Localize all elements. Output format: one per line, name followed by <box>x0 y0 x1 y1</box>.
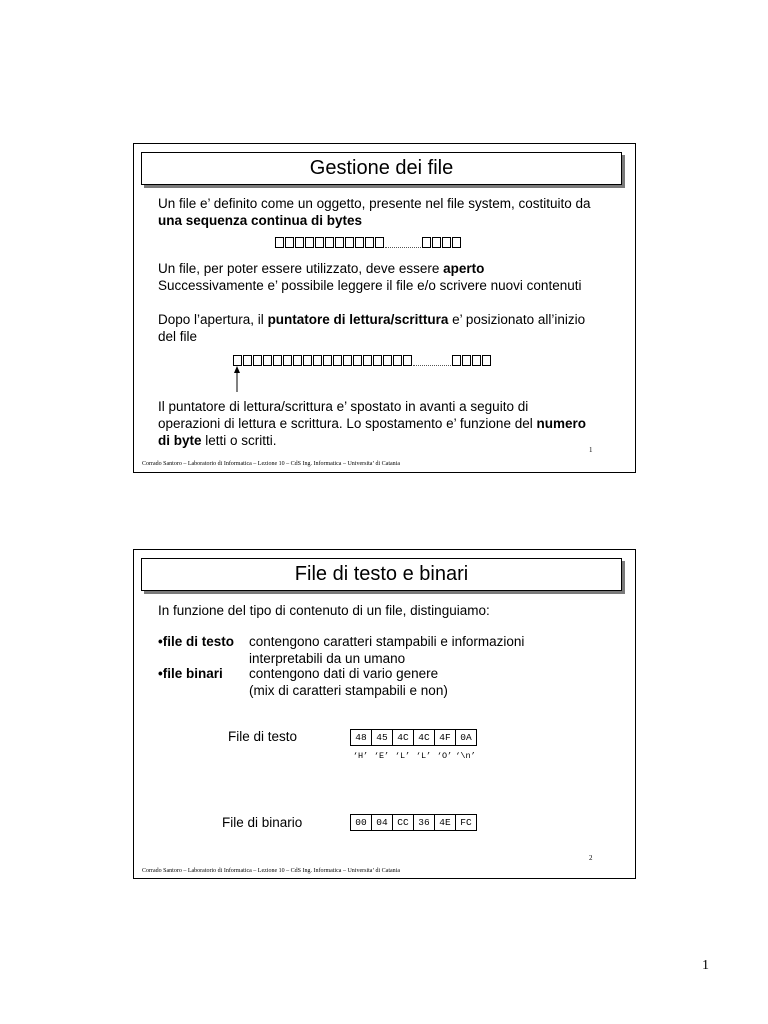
text: letti o scritti. <box>201 433 277 448</box>
page-number: 1 <box>702 958 709 973</box>
char-label: ‘L’ <box>415 751 432 761</box>
bold-text: aperto <box>443 261 485 276</box>
definition-binary-file <box>158 665 223 682</box>
definition-text-file <box>158 633 234 650</box>
bold-text: numero <box>536 416 586 431</box>
slide-footer: Corrado Santoro – Laboratorio di Informatica – Lezione 10 – CdS Ing. Informatica – Universita’ di Catania <box>142 868 400 874</box>
slide-footer: Corrado Santoro – Laboratorio di Informatica – Lezione 10 – CdS Ing. Informatica – Universita’ di Catania <box>142 461 400 467</box>
intro-text: In funzione del tipo di contenuto di un file, distinguiamo: <box>158 603 490 618</box>
char-label: ‘L’ <box>394 751 411 761</box>
term: •file di testo <box>158 634 234 649</box>
text: Un file, per poter essere utilizzato, deve essere <box>158 261 444 276</box>
char-label: ‘H’ <box>352 751 369 761</box>
char-label: ‘\n’ <box>455 751 476 761</box>
text-file-label: File di testo <box>228 729 298 744</box>
bold-text: di byte <box>158 433 202 448</box>
paragraph <box>158 398 586 449</box>
paragraph <box>158 260 581 294</box>
pointer-arrow-icon <box>232 366 242 392</box>
text-line: (mix di caratteri stampabili e non) <box>249 683 448 698</box>
text-line: contengono caratteri stampabili e informazioni <box>249 634 525 649</box>
binary-file-bytes <box>351 814 477 831</box>
text: e’ posizionato all’inizio <box>448 312 586 327</box>
slide-number: 1 <box>589 446 593 454</box>
text-line: contengono dati di vario genere <box>249 666 439 681</box>
slide-title: Gestione dei file <box>141 152 622 185</box>
text: operazioni di lettura e scrittura. Lo spostamento e’ funzione del <box>158 416 537 431</box>
hex-cell: 0A <box>455 729 477 746</box>
definition-text-file-description <box>249 633 524 667</box>
text-line: Successivamente e’ possibile leggere il file e/o scrivere nuovi contenuti <box>158 278 582 293</box>
text-line: del file <box>158 329 198 344</box>
hex-cell: 36 <box>413 814 435 831</box>
slide-title: File di testo e binari <box>141 558 622 591</box>
text-file-char-labels <box>350 751 476 761</box>
term: •file binari <box>158 666 223 681</box>
text-line: interpretabili da un umano <box>249 651 406 666</box>
paragraph <box>158 311 585 345</box>
binary-file-label: File di binario <box>222 815 303 830</box>
slide-2 <box>133 549 636 879</box>
hex-cell: 48 <box>350 729 372 746</box>
text-line: Un file e’ definito come un oggetto, presente nel file system, costituito da <box>158 196 591 211</box>
hex-cell: 4F <box>434 729 456 746</box>
text-file-bytes <box>351 729 477 746</box>
hex-cell: CC <box>392 814 414 831</box>
byte-sequence-diagram <box>275 237 462 248</box>
hex-cell: 4C <box>392 729 414 746</box>
hex-cell: 4C <box>413 729 435 746</box>
definition-binary-file-description <box>249 665 448 699</box>
hex-cell: FC <box>455 814 477 831</box>
bold-text: puntatore di lettura/scrittura <box>267 312 449 327</box>
paragraph <box>158 195 591 229</box>
hex-cell: 04 <box>371 814 393 831</box>
hex-cell: 00 <box>350 814 372 831</box>
text: Dopo l’apertura, il <box>158 312 268 327</box>
hex-cell: 45 <box>371 729 393 746</box>
char-label: ‘E’ <box>373 751 390 761</box>
slide-1 <box>133 143 636 473</box>
text-line: Il puntatore di lettura/scrittura e’ spostato in avanti a seguito di <box>158 399 529 414</box>
hex-cell: 4E <box>434 814 456 831</box>
char-label: ‘O’ <box>436 751 453 761</box>
bold-text: una sequenza continua di bytes <box>158 213 363 228</box>
slide-number: 2 <box>589 854 593 862</box>
byte-sequence-diagram-with-pointer <box>233 355 492 366</box>
